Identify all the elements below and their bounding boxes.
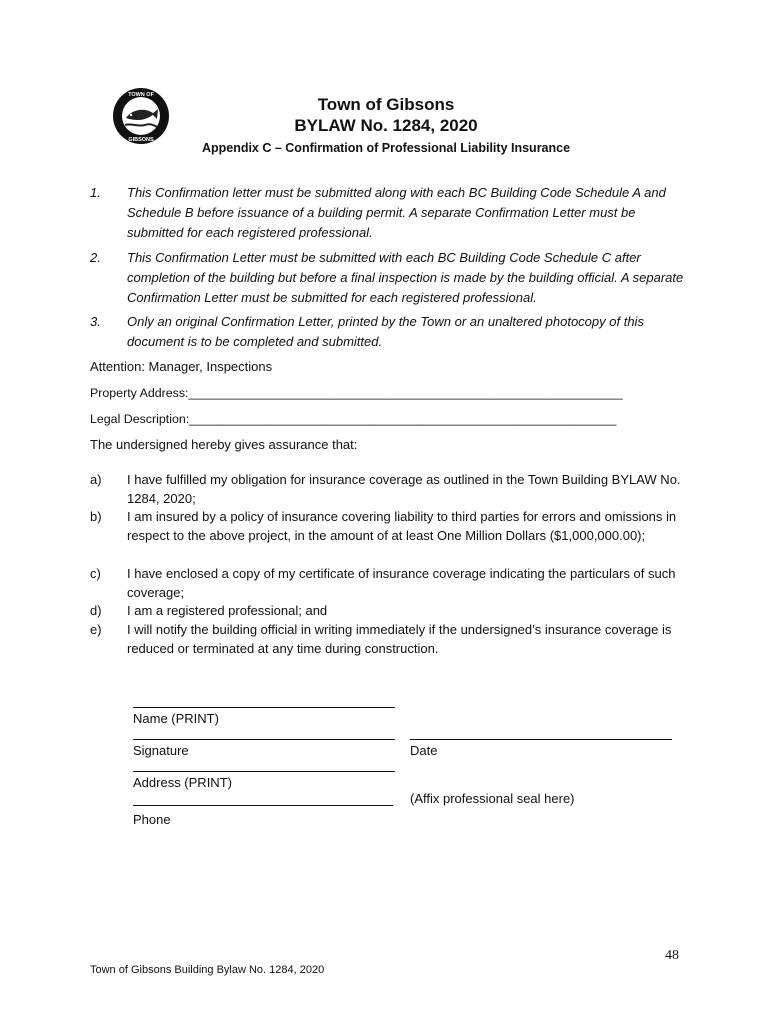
instruction-text: This Confirmation letter must be submitted along with each BC Building Code Schedule A and Schedule B before issuance of a building permit. A separate Confirmation Letter must be submitted for each registered professional. <box>127 185 666 240</box>
signature-label: Signature <box>133 743 189 758</box>
instruction-number: 1. <box>90 185 101 200</box>
title-block <box>180 94 592 157</box>
name-label: Name (PRINT) <box>133 711 219 726</box>
assurance-text: I will notify the building official in writing immediately if the undersigned’s insurance coverage is reduced or terminated at any time during construction. <box>127 622 672 656</box>
property-address-field[interactable]: Property Address:_______________________________________________________________ <box>90 386 623 400</box>
signature-line[interactable] <box>133 739 395 740</box>
assurance-letter: b) <box>90 509 102 524</box>
address-label: Address (PRINT) <box>133 775 232 790</box>
page-number: 48 <box>665 948 679 963</box>
instruction-number: 3. <box>90 314 101 329</box>
legal-description-field[interactable]: Legal Description:______________________________________________________________ <box>90 412 617 426</box>
assurance-letter: a) <box>90 472 102 487</box>
date-line[interactable] <box>410 739 672 740</box>
assurance-letter: e) <box>90 622 102 637</box>
instruction-number: 2. <box>90 250 101 265</box>
phone-label: Phone <box>133 812 171 827</box>
assurance-letter: c) <box>90 566 101 581</box>
attention-line: Attention: Manager, Inspections <box>90 359 273 374</box>
address-line[interactable] <box>133 771 395 772</box>
name-signature-line[interactable] <box>133 707 395 708</box>
town-of-gibsons-logo <box>112 87 170 145</box>
assurance-text: I am insured by a policy of insurance covering liability to third parties for errors and omissions in respect to the above project, in the amount of at least One Million Dollars ($1,000,000.00); <box>127 509 677 543</box>
bylaw-subtitle: BYLAW No. 1284, 2020 <box>294 116 478 135</box>
assurance-letter: d) <box>90 603 102 618</box>
logo-text-top: TOWN OF <box>128 92 154 98</box>
date-label: Date <box>410 743 438 758</box>
footer-text: Town of Gibsons Building Bylaw No. 1284, 2020 <box>90 964 325 976</box>
assurance-text: I am a registered professional; and <box>127 603 328 618</box>
appendix-heading: Appendix C – Confirmation of Professional Liability Insurance <box>201 141 571 155</box>
assurance-text: I have enclosed a copy of my certificate of insurance coverage indicating the particulars of such coverage; <box>127 566 676 600</box>
logo-text-bottom: GIBSONS <box>128 137 154 143</box>
seal-label: (Affix professional seal here) <box>410 791 575 806</box>
phone-line[interactable] <box>133 805 393 806</box>
instruction-text: Only an original Confirmation Letter, printed by the Town or an unaltered photocopy of this document is to be completed and submitted. <box>127 314 644 349</box>
instruction-text: This Confirmation Letter must be submitted with each BC Building Code Schedule C after completion of the building but before a final inspection is made by the building official. A separate Confirmation Letter must be submitted for each registered professional. <box>127 250 684 305</box>
assurance-intro: The undersigned hereby gives assurance that: <box>90 437 358 452</box>
assurance-text: I have fulfilled my obligation for insurance coverage as outlined in the Town Building BYLAW No. 1284, 2020; <box>127 472 681 506</box>
page-title: Town of Gibsons <box>317 95 455 114</box>
